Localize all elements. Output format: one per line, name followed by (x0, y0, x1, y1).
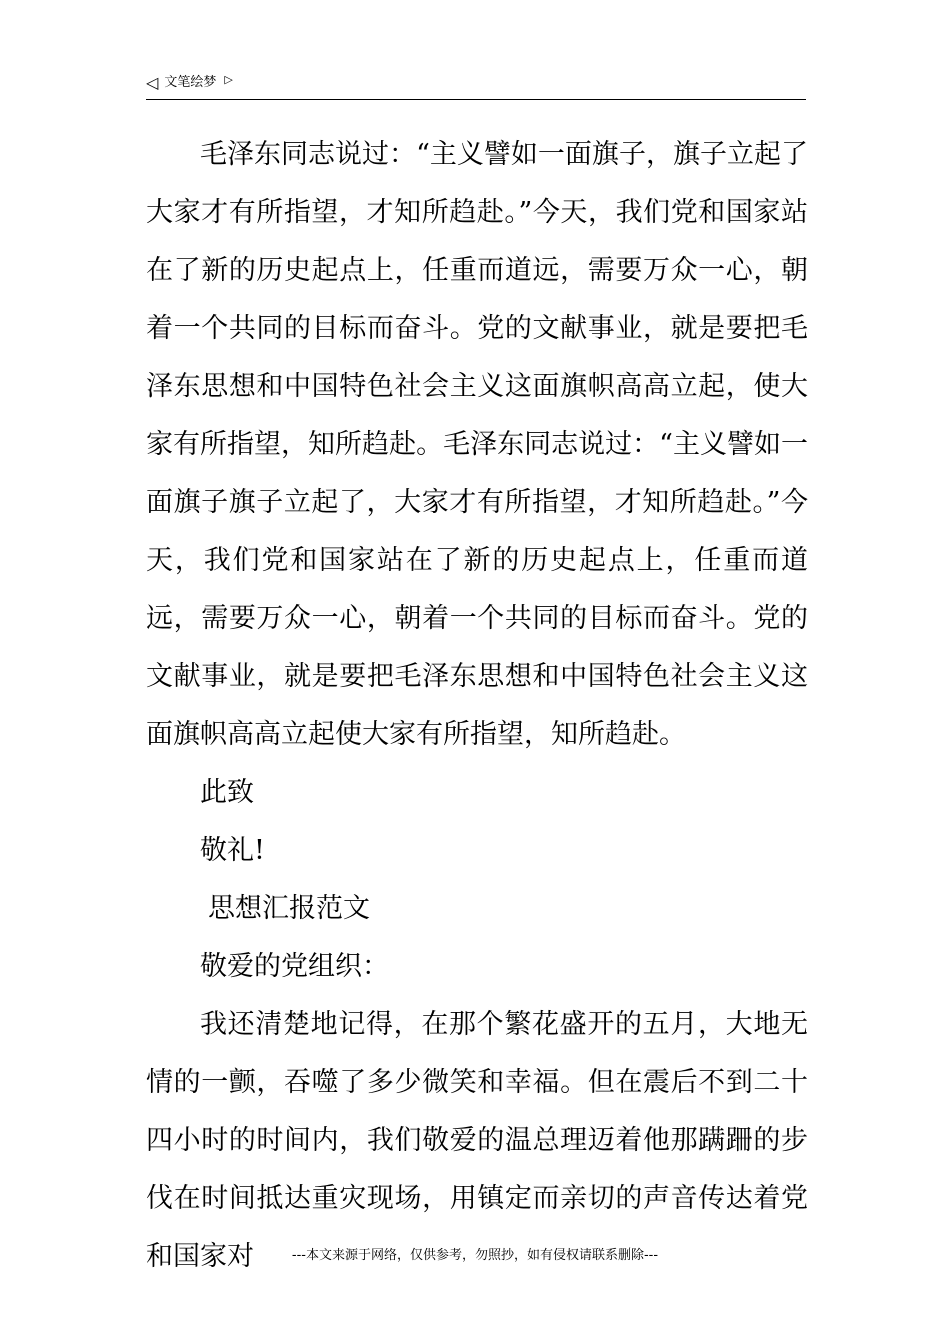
closing-line-cizhi: 此致 (200, 777, 254, 808)
document-body (146, 126, 808, 1286)
footer-notice: ---本文来源于网络，仅供参考，勿照抄，如有侵权请联系删除--- (291, 1248, 659, 1263)
left-triangle-icon: ◁ (146, 73, 159, 92)
right-triangle-icon: ▷ (224, 73, 233, 86)
paragraph-quote: 毛泽东同志说过：“主义譬如一面旗子，旗子立起了大家才有所指望，才知所趋赴。”今天，我们党和国家站在了新的历史起点上，任重而道远，需要万众一心，朝着一个共同的目标而奋斗。党的文献事业，就是要把毛泽东思想和中国特色社会主义这面旗帜高高立起，使大家有所指望，知所趋赴。毛泽东同志说过：“主义譬如一面旗子旗子立起了，大家才有所指望，才知所趋赴。”今天，我们党和国家站在了新的历史起点上，任重而道远，需要万众一心，朝着一个共同的目标而奋斗。党的文献事业，就是要把毛泽东思想和中国特色社会主义这面旗帜高高立起使大家有所指望，知所趋赴。 (146, 139, 808, 750)
paragraph-memory: 我还清楚地记得，在那个繁花盛开的五月，大地无情的一颤，吞噬了多少微笑和幸福。但在震后不到二十四小时的时间内，我们敬爱的温总理迈着他那蹒跚的步伐在时间抵达重灾现场，用镇定而亲切的声音传达着党和国家对 (146, 1009, 808, 1272)
header-brand: 文笔绘梦 (164, 75, 217, 90)
salutation: 敬爱的党组织： (200, 951, 389, 982)
page-header (146, 72, 806, 100)
closing-line-jingli: 敬礼! (200, 835, 265, 866)
section-title: 思想汇报范文 (208, 893, 370, 924)
header-brand-group (146, 74, 233, 92)
